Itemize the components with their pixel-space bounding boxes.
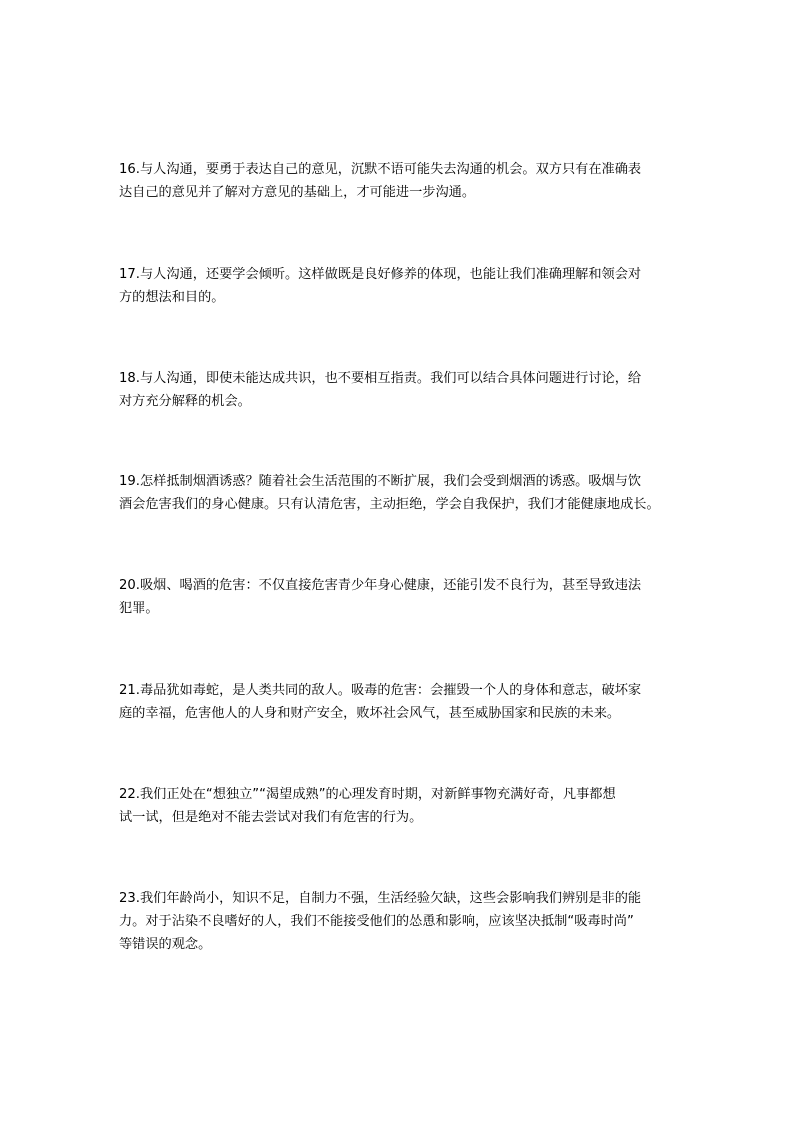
paragraph-line: 23.我们年龄尚小，知识不足，自制力不强，生活经验欠缺，这些会影响我们辨别是非的能: [119, 891, 642, 906]
paragraph-line: 19.怎样抵制烟酒诱惑？随着社会生活范围的不断扩展，我们会受到烟酒的诱惑。吸烟与饮: [119, 474, 642, 489]
paragraph-21: [119, 679, 679, 725]
paragraph-18: [119, 367, 679, 413]
paragraph-line: 方的想法和目的。: [119, 290, 225, 305]
paragraph-17: [119, 263, 679, 309]
paragraph-line: 16.与人沟通，要勇于表达自己的意见，沉默不语可能失去沟通的机会。双方只有在准确表: [119, 162, 642, 177]
paragraph-line: 21.毒品犹如毒蛇，是人类共同的敌人。吸毒的危害：会摧毁一个人的身体和意志，破坏家: [119, 683, 642, 698]
paragraph-line: 犯罪。: [119, 601, 159, 616]
paragraph-20: [119, 574, 679, 620]
paragraph-line: 20.吸烟、喝酒的危害：不仅直接危害青少年身心健康，还能引发不良行为，甚至导致违法: [119, 578, 642, 593]
paragraph-23: [119, 887, 679, 956]
paragraph-line: 酒会危害我们的身心健康。只有认清危害，主动拒绝，学会自我保护，我们才能健康地成长。: [119, 497, 660, 512]
paragraph-16: [119, 158, 679, 204]
paragraph-line: 力。对于沾染不良嗜好的人，我们不能接受他们的怂恿和影响，应该坚决抵制“吸毒时尚”: [119, 914, 634, 929]
paragraph-22: [119, 783, 679, 829]
paragraph-line: 18.与人沟通，即使未能达成共识，也不要相互指责。我们可以结合具体问题进行讨论，给: [119, 371, 642, 386]
paragraph-line: 22.我们正处在“想独立”“渴望成熟”的心理发育时期，对新鲜事物充满好奇，凡事都想: [119, 787, 616, 802]
paragraph-line: 达自己的意见并了解对方意见的基础上，才可能进一步沟通。: [119, 185, 476, 200]
paragraph-line: 庭的幸福，危害他人的人身和财产安全，败坏社会风气，甚至威胁国家和民族的未来。: [119, 706, 621, 721]
paragraph-line: 17.与人沟通，还要学会倾听。这样做既是良好修养的体现，也能让我们准确理解和领会对: [119, 267, 642, 282]
paragraph-19: [119, 470, 679, 516]
paragraph-line: 对方充分解释的机会。: [119, 394, 251, 409]
paragraph-line: 试一试，但是绝对不能去尝试对我们有危害的行为。: [119, 810, 423, 825]
paragraph-line: 等错误的观念。: [119, 937, 212, 952]
